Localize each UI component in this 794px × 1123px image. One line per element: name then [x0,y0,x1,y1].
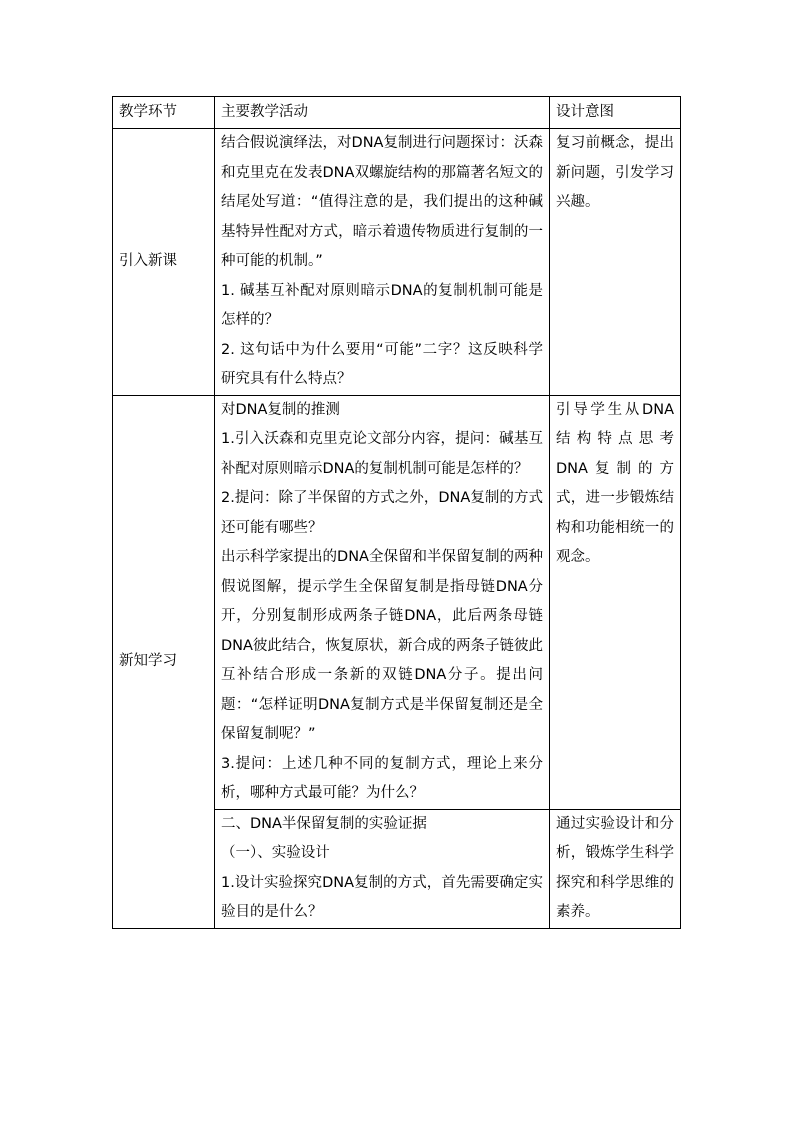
activity-paragraph: 出示科学家提出的DNA全保留和半保留复制的两种假说图解，提示学生全保留复制是指母链DNA分开，分别复制形成两条子链DNA，此后两条母链DNA彼此结合，恢复原状，新合成的两条子链彼此互补结合形成一条新的双链DNA分子。提出问题：“怎样证明DNA复制方式是半保留复制还是全保留复制呢？” [221,549,543,742]
activity-paragraph: 结合假说演绎法，对DNA复制进行问题探讨：沃森和克里克在发表DNA双螺旋结构的那篇著名短文的结尾处写道：“值得注意的是，我们提出的这种碱基特异性配对方式，暗示着遗传物质进行复制的一种可能的机制。” [221,135,543,269]
activity-question: 3.提问：上述几种不同的复制方式，理论上来分析，哪种方式最可能？为什么？ [221,755,543,801]
activity-question: 1. 碱基互补配对原则暗示DNA的复制机制可能是怎样的？ [221,282,543,328]
table-row [113,129,681,396]
activity-question: 1.引入沃森和克里克论文部分内容，提问：碱基互补配对原则暗示DNA的复制机制可能是怎样的？ [221,431,543,477]
intent-cell-speculation [550,395,681,809]
stage-cell-new-knowledge: 新知学习 [113,395,215,928]
intent-text: 复习前概念，提出新问题，引发学习兴趣。 [556,135,674,210]
stage-cell-intro: 引入新课 [113,129,215,396]
activity-cell-evidence [215,809,550,928]
activity-question: 2. 这句话中为什么要用“可能”二字？这反映科学研究具有什么特点？ [221,341,543,387]
lesson-plan-table [112,96,681,929]
intent-cell-evidence [550,809,681,928]
activity-cell-speculation [215,395,550,809]
activity-question: 1.设计实验探究DNA复制的方式，首先需要确定实验目的是什么？ [221,874,543,920]
header-stage: 教学环节 [113,97,215,129]
activity-subheading: （一）、实验设计 [221,845,330,861]
intent-cell-intro [550,129,681,396]
intent-text: 引导学生从DNA结构特点思考DNA复制的方式，进一步锻炼结构和功能相统一的观念。 [556,401,674,565]
table-header-row [113,97,681,129]
activity-heading: 对DNA复制的推测 [221,401,340,418]
activity-cell-intro [215,129,550,396]
activity-question: 2.提问：除了半保留的方式之外，DNA复制的方式还可能有哪些？ [221,490,543,536]
header-intent: 设计意图 [550,97,681,129]
table-row [113,395,681,809]
intent-text: 通过实验设计和分析，锻炼学生科学探究和科学思维的素养。 [556,815,674,920]
activity-heading: 二、DNA半保留复制的实验证据 [221,815,427,832]
header-activity: 主要教学活动 [215,97,550,129]
